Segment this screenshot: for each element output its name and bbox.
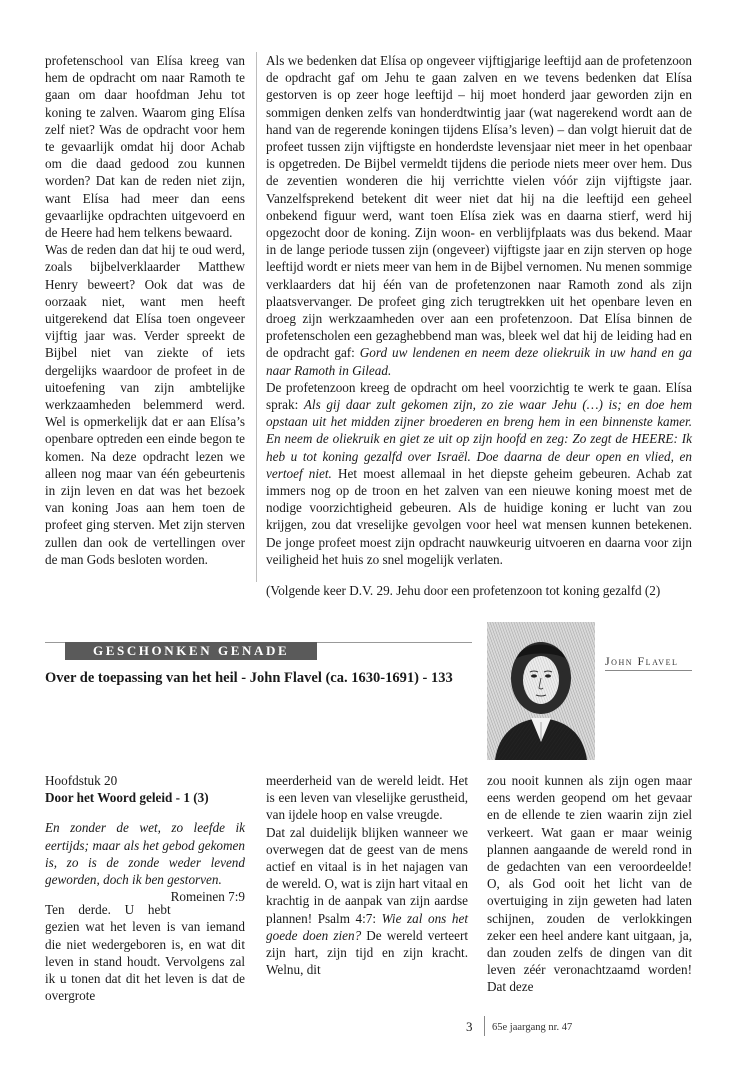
paragraph: meerderheid van de wereld leidt. Het is een leven van vleselijke gerustheid, van ijdele hoop en valse vreugde. [266,773,468,823]
column-divider [256,52,257,582]
paragraph: Was de reden dan dat hij te oud werd, zoals bijbelverklaarder Matthew Henry beweert? Ook dat was de oorzaak niet, want men heeft uitgerekend dat Elísa toen ongeveer vijftig jaar was. Verder spreekt de Bijbel niet van ziekte of iets dergelijks waardoor de profeet in de uitoefening van zijn ambtelijke werkzaamheden belemmerd werd. Wel is opmerkelijk dat er aan Elísa’s openbare optreden een einde begon te komen. Na deze opdracht lezen we alleen nog maar van één gebeurtenis in zijn leven en dat was het bezoek van koning Joas aan hem toen de profeet ging sterven. Met zijn sterven zullen dan ook de vertellingen over de man Gods besloten worden. [45,242,245,567]
paragraph-text: Als we bedenken dat Elísa op ongeveer vijftigjarige leeftijd aan de profetenzoon de opdracht gaf om Jehu te gaan zalven en we tevens bedenken dat Elísa gestorven is op zeer hoge leeftijd – hij moet honderd jaar geworden zijn en sommigen denken zelfs van honderdtwintig jaar (wat nagerekend wordt aan de hand van de regerende koningen tijdens Elísa’s leven) – dan volgt hieruit dat de profeet tussen zijn vijftigste en honderdste levensjaar niet meer in het openbaar is opgetreden. De Bijbel vermeldt tijdens die periode niets meer over hem. Dus de zeventien wonderen die hij verrichtte vielen vóór zijn vijftigste jaar. Vanzelfsprekend betekent dit weer niet dat hij na die leeftijd een geheel onbekend figuur werd, want toen Elísa ziek was en daarna stierf, werd hij opgezocht door de koning. Zijn woon- en verblijfplaats was dus bekend. Maar in de lange periode tussen zijn (ongeveer) vijftigste jaar en zijn sterven op hoge leeftijd wordt er niets meer van hem in de Bijbel vernomen. Nu menen sommige verklaarders dat hij één van de profetenzonen naar Ramoth zond als zijn plaatsvervanger. De profeet ging zich terugtrekken uit het openbare leven en droeg zijn werkzaamheden over aan een profetenzoon. Dat Elísa binnen de profetenscholen een gezaghebbend man was, bleek wel dat hij de leiding had en de opdracht gaf: [266,53,692,361]
paragraph-text: Dat zal duidelijk blijken wanneer we overwegen dat de geest van de mens actief en vitaal is in het najagen van de wereld. O, wat is zijn hart vitaal en krachtig in de aanpak van zijn aardse plannen! Psalm 4:7: [266,824,468,926]
paragraph-text: De profetenzoon kreeg de opdracht om heel voorzichtig te werk te gaan. Elísa sprak: [266,379,692,413]
footer-divider [484,1016,485,1036]
author-name: John Flavel [605,654,679,668]
issue-label: 65e jaargang nr. 47 [492,1022,573,1033]
paragraph-text: Het moest allemaal in het diepste geheim gebeuren. Achab zat immers nog op de troon en het zalven van een nieuwe koning moest met de nodige voorzichtigheid gebeuren. Als de huidige koning er lucht van zou krijgen, zou dat vreselijke gevolgen voor heel wat mensen kunnen betekenen. De jonge profeet moest zijn opdracht nauwkeurig uitvoeren en daarna voor zijn veiligheid het huis zo snel mogelijk verlaten. [266,465,692,567]
epigraph-reference: Romeinen 7:9 [170,889,245,905]
paragraph [266,52,692,379]
top-right-column [266,52,692,599]
top-left-column [45,52,245,568]
epigraph [45,819,245,905]
bottom-column-3 [487,772,692,996]
paragraph [266,824,468,979]
bottom-column-1 [45,772,245,1004]
epigraph-text: En zonder de wet, zo leefde ik eertijds; maar als het gebod gekomen is, zo is de zonde weder levend geworden, doch ik ben gestorven. [45,820,245,888]
section-tag: GESCHONKEN GENADE [65,642,317,660]
chapter-label: Hoofdstuk 20 [45,773,118,788]
followup-note: (Volgende keer D.V. 29. Jehu door een profetenzoon tot koning gezalfd (2) [266,583,661,599]
paragraph: zou nooit kunnen als zijn ogen maar eens werden geopend om het gevaar en de ellende te zien waarin zijn ziel verkeert. Wat gaan er maar weinig plannen aangaande de wereld rond in de gedachten van een veroordeelde! O, als God ooit het licht van de overtuiging in zijn geweten had laten schijnen, zouden de verlokkingen zeker een heel andere kant uitgaan, ja, dan zouden zelfs de dingen van dit leven zéér veronachtzaamd worden! Dat deze [487,773,692,995]
author-rule [605,670,692,671]
scripture-quote: Wie zal ons het goede doen zien? [266,910,468,943]
paragraph: Ten derde. U hebt gezien wat het leven is van iemand die niet wedergeboren is, en wat dit leven in stand houdt. Vervolgens zal ik u tonen dat dit het leven is dat de overgrote [45,902,245,1004]
page-number: 3 [466,1019,473,1034]
paragraph: profetenschool van Elísa kreeg van hem de opdracht om naar Ramoth te gaan om daar hoofdman Jehu tot koning te zalven. Waarom ging Elísa zelf niet? Was de opdracht voor hem te gevaarlijk omdat hij door Achab om die daad gedood zou kunnen worden? Dat kan de reden niet zijn, want Elísa had meer dan eens gevaarlijke opdrachten uitgevoerd en de Heere had hem telkens bewaard. [45,53,245,241]
chapter-title: Door het Woord geleid - 1 (3) [45,790,209,806]
paragraph [266,379,692,568]
paragraph-text: De wereld verteert zijn hart, zijn tijd en zijn kracht. Welnu, dit [266,927,469,978]
article-title: Over de toepassing van het heil - John Flavel (ca. 1630-1691) - 133 [45,670,453,686]
scripture-quote: Gord uw lendenen en neem deze oliekruik in uw hand en ga naar Ramoth in Gilead. [266,345,693,378]
portrait-engraving-icon [487,622,595,760]
scripture-quote: Als gij daar zult gekomen zijn, zo zie waar Jehu (…) is; en doe hem opstaan uit het midden zijner broederen en breng hem in een binnenste kamer. En neem de oliekruik en giet ze uit op zijn hoofd en zeg: Zo zegt de HEERE: Ik heb u tot koning gezalfd over Israël. Doe daarna de deur open en vlied, en vertoef niet. [266,397,693,481]
bottom-column-2 [266,772,468,978]
